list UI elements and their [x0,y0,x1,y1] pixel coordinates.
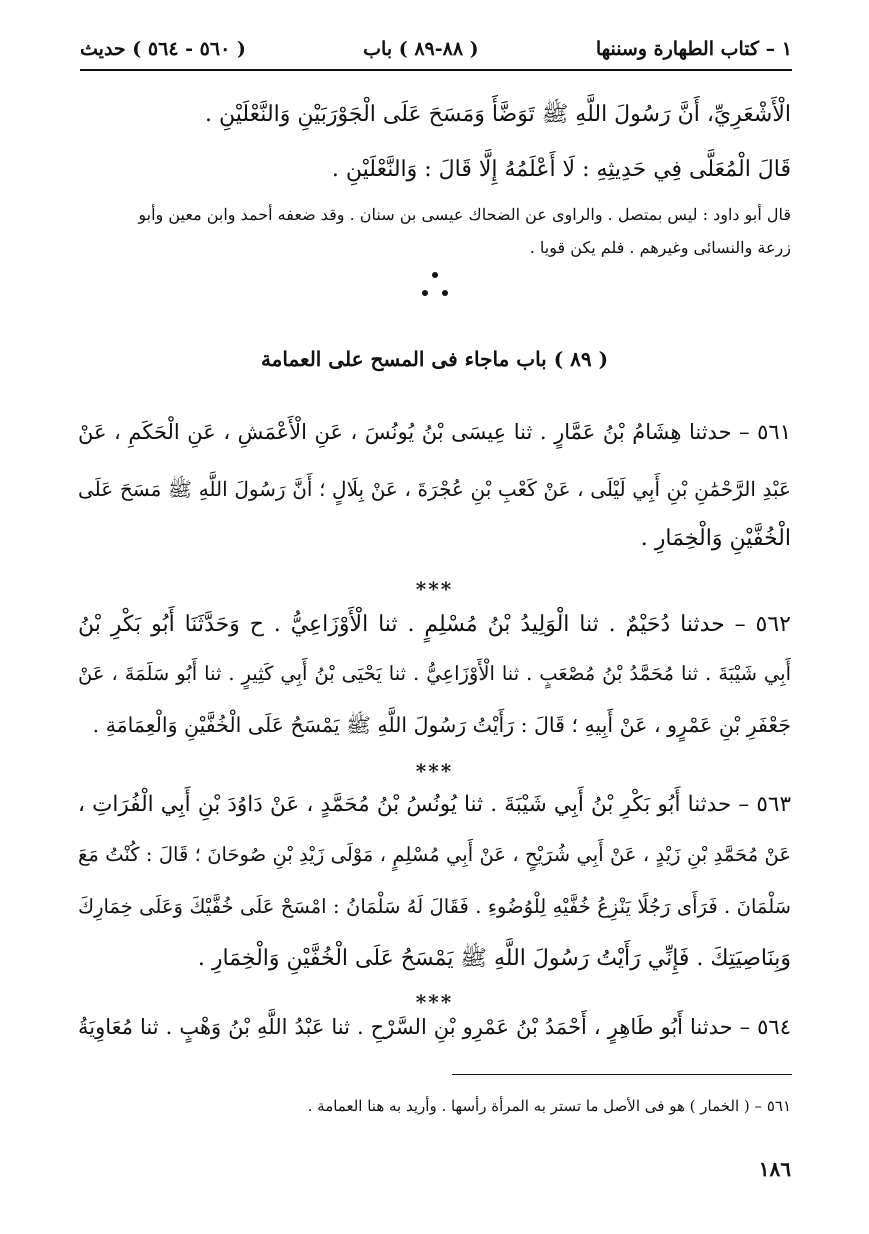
hadith-563-line: سَلْمَانَ . فَرَأَى رَجُلًا يَنْزِعُ خُفَّيْهِ لِلْوُضُوءِ . فَقَالَ لَهُ سَلْمَانُ : امْسَحْ عَلَى خُفَّيْكَ وَعَلَى خِمَارِكَ [78,895,791,918]
header-hadith-range: ( ٥٦٠ - ٥٦٤ ) حديث [80,38,246,60]
commentary-line: قال أبو داود : ليس بمتصل . والراوى عن الضحاك عيسى بن سنان . وقد ضعفه أحمد وابن معين وأبو [138,205,791,224]
hadith-561-line: ٥٦١ – حدثنا هِشَامُ بْنُ عَمَّارٍ . ثنا عِيسَى بْنُ يُونُسَ ، عَنِ الْأَعْمَشِ ، عَنِ الْحَكَمِ ، عَنْ [78,420,791,444]
header-book-title: ١ – كتاب الطهارة وسننها [595,38,792,60]
page-number: ١٨٦ [758,1157,791,1181]
hadith-561-line: عَبْدِ الرَّحْمَٰنِ بْنِ أَبِي لَيْلَى ، عَنْ كَعْبِ بْنِ عُجْرَةَ ، عَنْ بِلَالٍ ؛ أَنَّ رَسُولَ اللَّهِ ﷺ مَسَحَ عَلَى [78,477,791,501]
text-line: الْأَشْعَرِيِّ، أَنَّ رَسُولَ اللَّهِ ﷺ تَوَضَّأَ وَمَسَحَ عَلَى الْجَوْرَبَيْنِ وَالنَّعْلَيْنِ . [205,102,791,127]
header-rule [80,69,792,71]
hadith-563-line: وَبِنَاصِيَتِكَ . فَإِنِّي رَأَيْتُ رَسُولَ اللَّهِ ﷺ يَمْسَحُ عَلَى الْخُفَّيْنِ وَالْخِمَارِ . [197,946,791,971]
hadith-563-line: ٥٦٣ – حدثنا أَبُو بَكْرِ بْنُ أَبِي شَيْبَةَ . ثنا يُونُسُ بْنُ مُحَمَّدٍ ، عَنْ دَاوُدَ بْنِ أَبِي الْفُرَاتِ ، [78,792,791,817]
hadith-562-line: أَبِي شَيْبَةَ . ثنا مُحَمَّدُ بْنُ مُصْعَبٍ . ثنا الْأَوْزَاعِيُّ . ثنا يَحْيَى بْنُ أَبِي كَثِيرٍ . ثنا أَبُو سَلَمَةَ ، عَنْ [78,662,791,685]
footnote: ٥٦١ – ( الخمار ) هو فى الأصل ما تستر به المرأة رأسها . وأريد به هنا العمامة . [307,1097,791,1115]
hadith-562-line: ٥٦٢ – حدثنا دُحَيْمٌ . ثنا الْوَلِيدُ بْنُ مُسْلِمٍ . ثنا الْأَوْزَاعِيُّ . ح وَحَدَّثَنَا أَبُو بَكْرِ بْنُ [78,612,791,637]
chapter-title: ( ٨٩ ) باب ماجاء فى المسح على العمامة [260,347,609,371]
separator-stars: *** [415,759,454,783]
header-chapter-range: ( ٨٨-٨٩ ) باب [363,38,479,60]
hadith-561-line: الْخُفَّيْنِ وَالْخِمَارِ . [640,526,791,551]
separator-stars: *** [415,990,454,1014]
hadith-563-line: عَنْ مُحَمَّدِ بْنِ زَيْدٍ ، عَنْ أَبِي شُرَيْحٍ ، عَنْ أَبِي مُسْلِمٍ ، مَوْلَى زَيْدِ بْنِ صُوحَانَ ؛ قَالَ : كُنْتُ مَعَ [78,843,792,866]
hadith-562-line: جَعْفَرِ بْنِ عَمْرٍو ، عَنْ أَبِيهِ ؛ قَالَ : رَأَيْتُ رَسُولَ اللَّهِ ﷺ يَمْسَحُ عَلَى الْخُفَّيْنِ وَالْعِمَامَةِ . [92,713,791,737]
section-ornament [418,272,452,302]
footnote-rule [452,1074,792,1075]
commentary-line: زرعة والنسائى وغيرهم . فلم يكن قويا . [529,238,791,257]
text-line: قَالَ الْمُعَلَّى فِي حَدِيثِهِ : لَا أَعْلَمُهُ إِلَّا قَالَ : وَالنَّعْلَيْنِ . [331,157,791,182]
separator-stars: *** [415,577,454,601]
running-header [80,34,792,64]
hadith-564-line: ٥٦٤ – حدثنا أَبُو طَاهِرٍ ، أَحْمَدُ بْنُ عَمْرِو بْنِ السَّرْحِ . ثنا عَبْدُ اللَّهِ بْنُ وَهْبٍ . ثنا مُعَاوِيَةُ [78,1015,791,1039]
